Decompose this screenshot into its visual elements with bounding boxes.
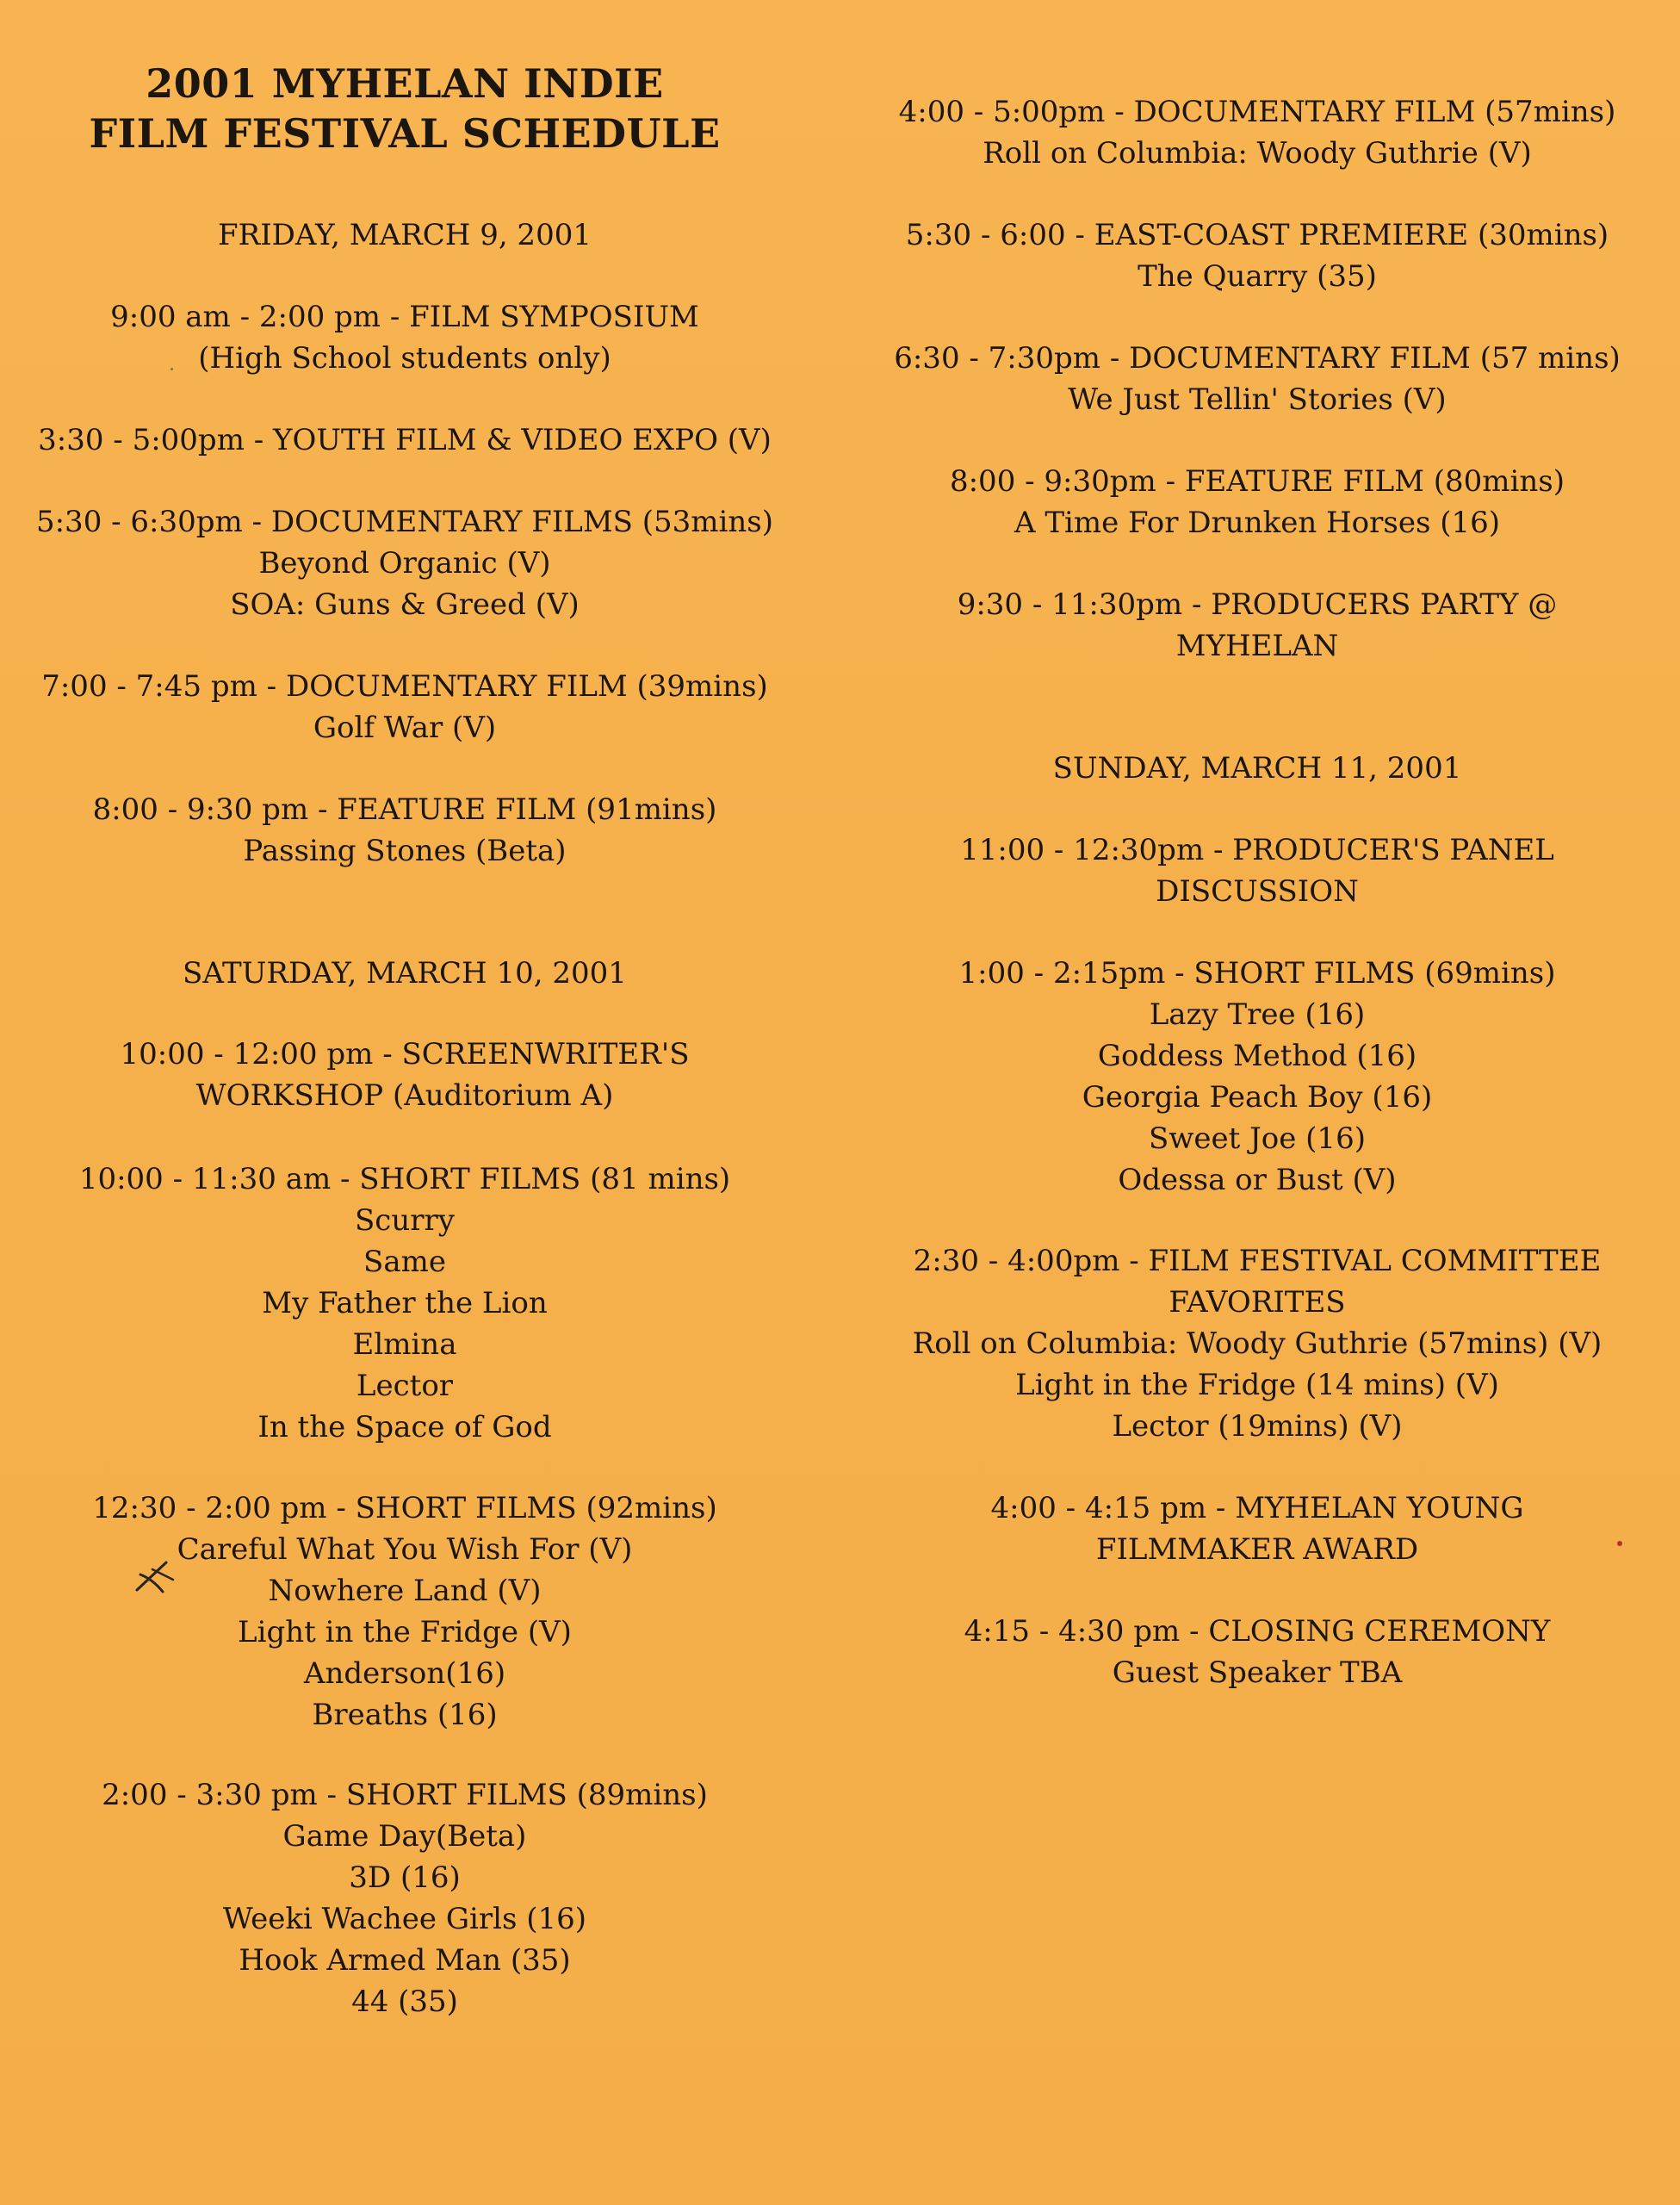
- event-documentary-we-just-tellin: [870, 338, 1645, 420]
- event-detail: DISCUSSION: [1156, 874, 1359, 909]
- film-title: Lector: [356, 1369, 454, 1403]
- film-title: Lazy Tree (16): [1149, 997, 1366, 1032]
- event-documentary-films: [17, 501, 792, 625]
- film-title: Elmina: [352, 1327, 457, 1362]
- event-time-title: 8:00 - 9:30 pm - FEATURE FILM (91mins): [92, 792, 717, 827]
- pen-mark-icon: [132, 1557, 179, 1597]
- film-title: Nowhere Land (V): [268, 1574, 542, 1608]
- film-title: The Quarry (35): [1138, 259, 1377, 294]
- film-title: SOA: Guns & Greed (V): [230, 587, 580, 622]
- film-title: Anderson(16): [303, 1656, 506, 1691]
- event-time-title: 2:30 - 4:00pm - FILM FESTIVAL COMMITTEE: [913, 1244, 1602, 1278]
- film-title: Scurry: [355, 1203, 455, 1238]
- event-time-title: 10:00 - 11:30 am - SHORT FILMS (81 mins): [78, 1162, 731, 1196]
- event-detail: MYHELAN: [1175, 629, 1339, 663]
- event-time-title: 11:00 - 12:30pm - PRODUCER'S PANEL: [960, 833, 1554, 867]
- dust-speck: [170, 368, 173, 370]
- title-line-1: 2001 MYHELAN INDIE: [146, 60, 664, 107]
- event-detail: WORKSHOP (Auditorium A): [195, 1078, 614, 1113]
- event-detail: (High School students only): [198, 341, 611, 376]
- event-screenwriters-workshop: [17, 1034, 792, 1116]
- event-time-title: 7:00 - 7:45 pm - DOCUMENTARY FILM (39mins): [41, 669, 768, 704]
- event-time-title: 9:00 am - 2:00 pm - FILM SYMPOSIUM: [110, 300, 699, 334]
- film-title: We Just Tellin' Stories (V): [1068, 382, 1447, 417]
- day-header-saturday: SATURDAY, MARCH 10, 2001: [183, 956, 627, 991]
- event-time-title: 4:00 - 4:15 pm - MYHELAN YOUNG: [990, 1491, 1524, 1525]
- event-detail: FILMMAKER AWARD: [1095, 1532, 1419, 1567]
- event-time-title: 2:00 - 3:30 pm - SHORT FILMS (89mins): [102, 1778, 708, 1812]
- event-young-filmmaker-award: [870, 1488, 1645, 1570]
- film-title: Roll on Columbia: Woody Guthrie (57mins) (V): [912, 1326, 1603, 1361]
- film-title: Lector (19mins) (V): [1112, 1409, 1403, 1444]
- film-title: Light in the Fridge (V): [238, 1615, 572, 1649]
- event-documentary-roll-on-columbia: [870, 91, 1645, 174]
- film-title: A Time For Drunken Horses (16): [1014, 506, 1501, 540]
- film-title: Georgia Peach Boy (16): [1082, 1080, 1433, 1115]
- film-title: In the Space of God: [257, 1410, 552, 1444]
- event-youth-expo: [17, 419, 792, 461]
- event-committee-favorites: [870, 1240, 1645, 1447]
- event-closing-ceremony: [870, 1611, 1645, 1693]
- event-documentary-film-golf-war: [17, 666, 792, 748]
- event-time-title: 5:30 - 6:30pm - DOCUMENTARY FILMS (53mins): [35, 505, 774, 539]
- film-title: Weeki Wachee Girls (16): [222, 1902, 587, 1936]
- film-title: Goddess Method (16): [1097, 1039, 1417, 1073]
- event-time-title: 3:30 - 5:00pm - YOUTH FILM & VIDEO EXPO (V): [38, 423, 772, 457]
- film-title: Breaths (16): [312, 1698, 498, 1732]
- event-time-title: 10:00 - 12:00 pm - SCREENWRITER'S: [120, 1037, 690, 1071]
- event-short-films-89: [17, 1774, 792, 2022]
- event-time-title: 1:00 - 2:15pm - SHORT FILMS (69mins): [958, 956, 1556, 991]
- film-title: 44 (35): [351, 1984, 458, 2019]
- film-title: Passing Stones (Beta): [243, 834, 567, 868]
- event-detail: Guest Speaker TBA: [1112, 1655, 1403, 1690]
- red-dot-speck: [1617, 1541, 1622, 1546]
- day-header-sunday: SUNDAY, MARCH 11, 2001: [1052, 751, 1462, 786]
- title-block: [17, 59, 792, 158]
- event-east-coast-premiere: [870, 214, 1645, 297]
- day-header-friday: FRIDAY, MARCH 9, 2001: [218, 218, 592, 252]
- event-film-symposium: [17, 296, 792, 379]
- event-time-title: 4:15 - 4:30 pm - CLOSING CEREMONY: [964, 1614, 1551, 1649]
- event-detail: FAVORITES: [1169, 1285, 1346, 1320]
- event-time-title: 5:30 - 6:00 - EAST-COAST PREMIERE (30mins): [905, 218, 1609, 252]
- film-title: Light in the Fridge (14 mins) (V): [1015, 1368, 1499, 1402]
- event-producers-panel: [870, 829, 1645, 912]
- film-title: Same: [363, 1245, 446, 1279]
- film-title: Golf War (V): [313, 711, 497, 745]
- event-time-title: 4:00 - 5:00pm - DOCUMENTARY FILM (57mins): [898, 95, 1616, 129]
- film-title: Careful What You Wish For (V): [177, 1532, 633, 1567]
- film-title: Odessa or Bust (V): [1118, 1163, 1397, 1197]
- film-title: Hook Armed Man (35): [239, 1943, 571, 1978]
- event-short-films-81: [17, 1158, 792, 1448]
- event-producers-party: [870, 584, 1645, 667]
- event-time-title: 6:30 - 7:30pm - DOCUMENTARY FILM (57 mins): [894, 341, 1621, 376]
- event-time-title: 9:30 - 11:30pm - PRODUCERS PARTY @: [957, 587, 1558, 622]
- event-feature-film-drunken-horses: [870, 461, 1645, 543]
- film-title: Beyond Organic (V): [258, 546, 551, 581]
- event-time-title: 8:00 - 9:30pm - FEATURE FILM (80mins): [949, 464, 1565, 499]
- event-short-films-69: [870, 953, 1645, 1201]
- film-title: Game Day(Beta): [282, 1819, 527, 1854]
- film-title: Sweet Joe (16): [1149, 1121, 1366, 1156]
- film-title: My Father the Lion: [262, 1286, 548, 1320]
- event-feature-film-passing-stones: [17, 789, 792, 872]
- film-title: 3D (16): [349, 1860, 461, 1895]
- film-title: Roll on Columbia: Woody Guthrie (V): [983, 136, 1532, 171]
- event-time-title: 12:30 - 2:00 pm - SHORT FILMS (92mins): [92, 1491, 717, 1525]
- title-line-2: FILM FESTIVAL SCHEDULE: [89, 110, 721, 157]
- event-short-films-92: [17, 1488, 792, 1736]
